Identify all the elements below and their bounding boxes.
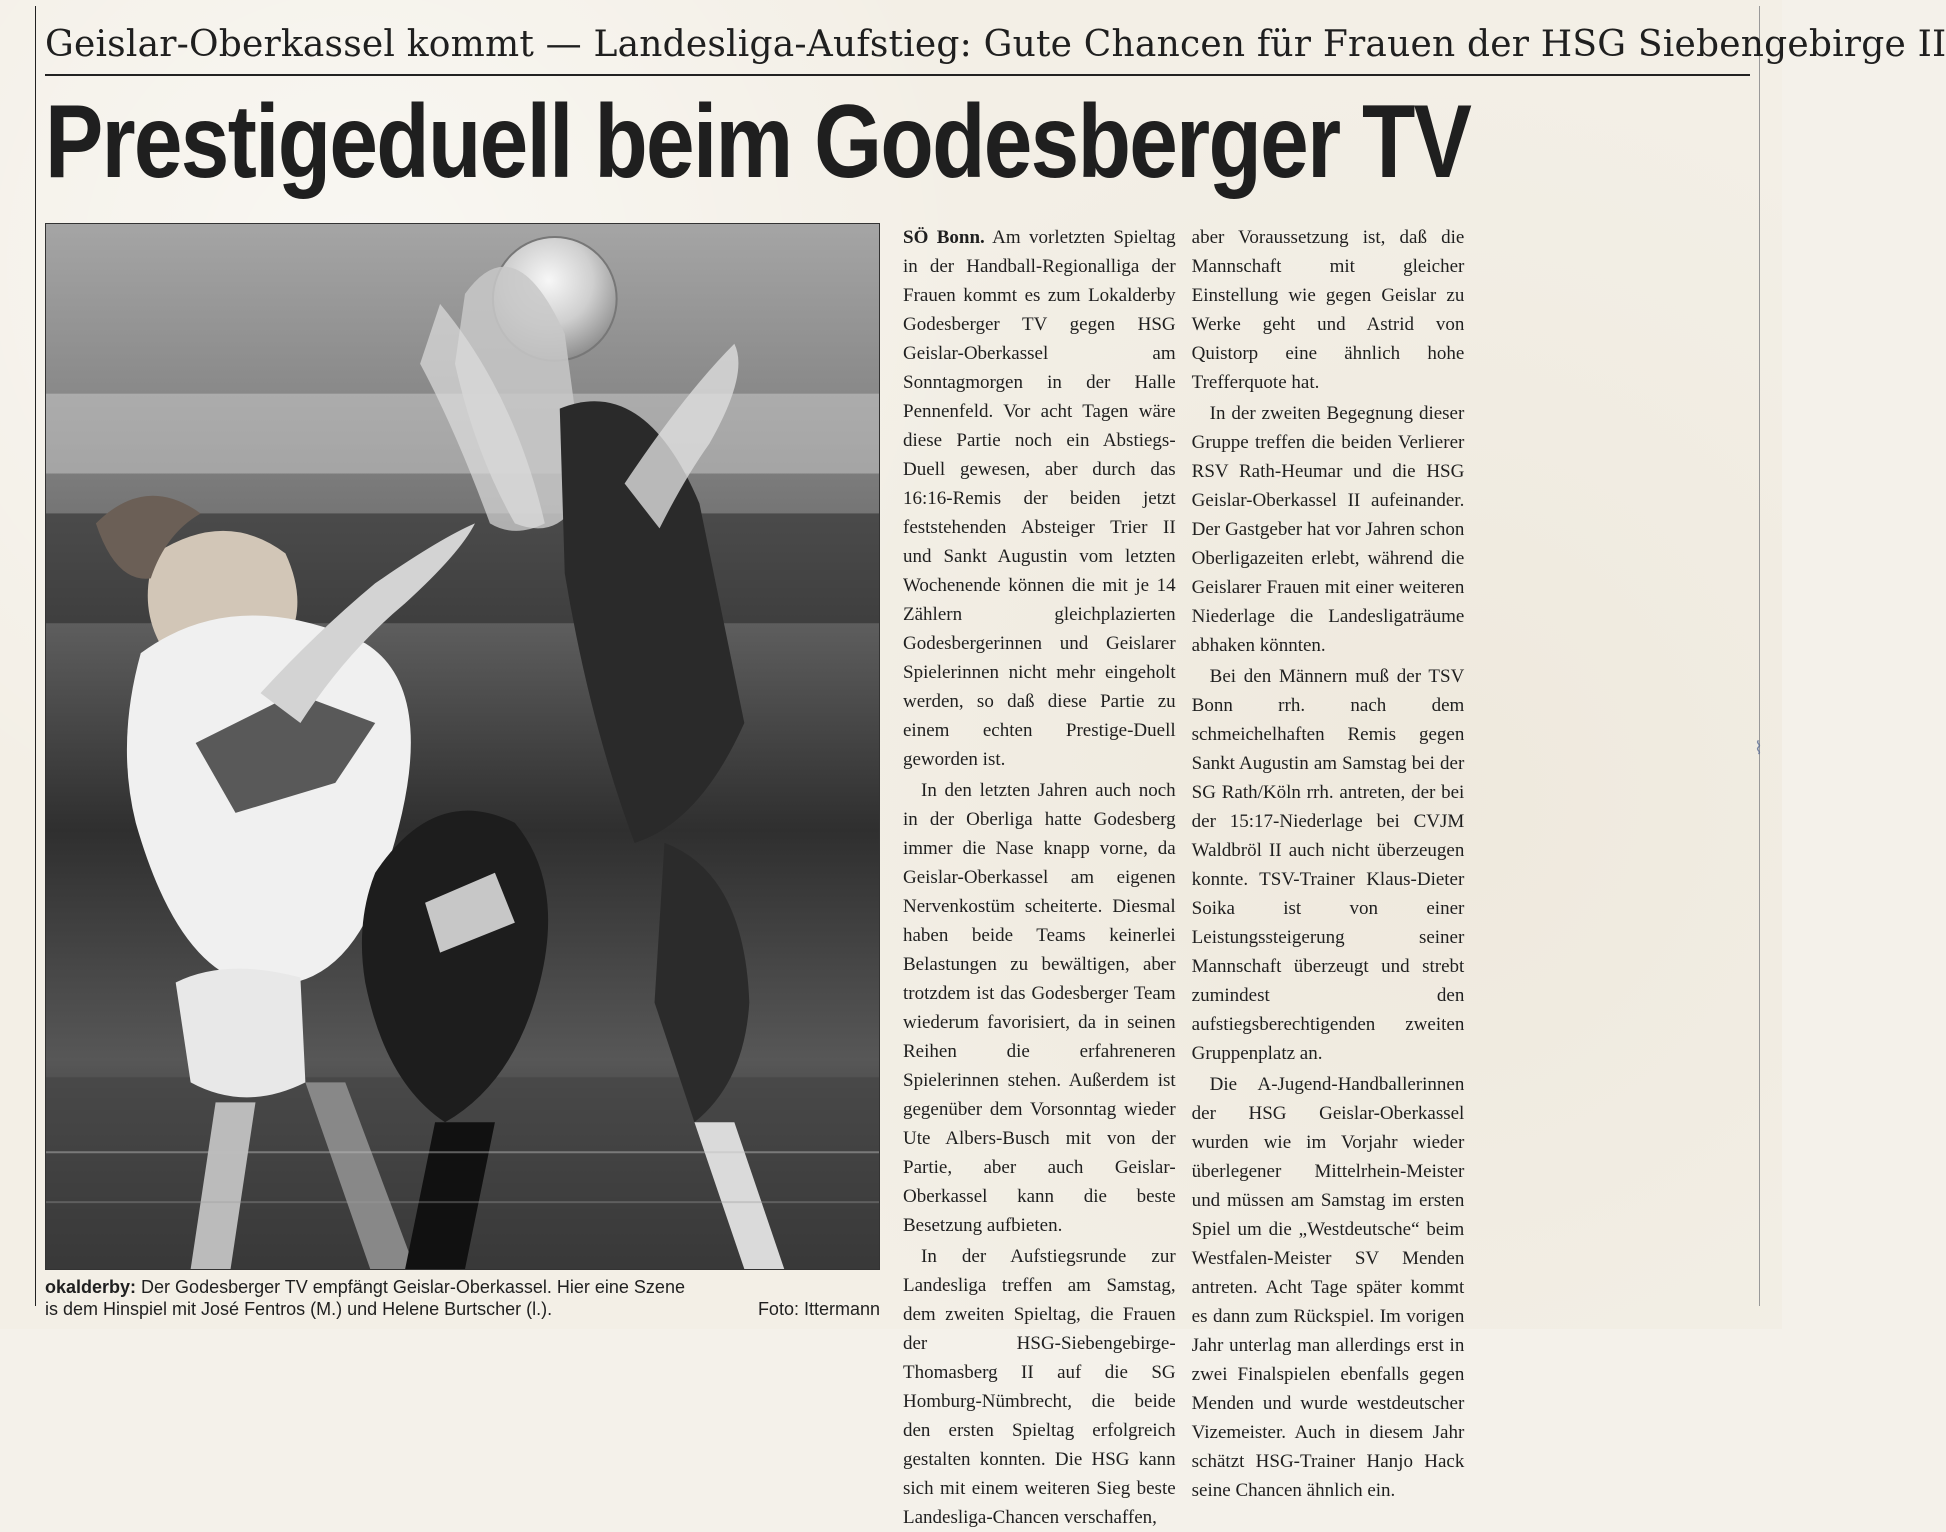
paragraph-7: Die A-Jugend-Handballerinnen der HSG Geislar-Oberkassel wurden wie im Vorjahr wieder überlegener Mittelrhein-Meister und müssen am Samstag im ersten Spiel um die „Westdeutsche“ beim Westfalen-Meister SV Menden antreten. Acht Tage später kommt es dann zum Rückspiel. Im vorigen Jahr unterlag man allerdings erst in zwei Finalspielen ebenfalls gegen Menden und wurde westdeutscher Vizemeister. Auch in diesem Jahr schätzt HSG-Trainer Hanjo Hack seine Chancen ähnlich ein.	[1191, 1074, 1465, 1501]
photo-credit: Foto: Ittermann	[757, 1299, 880, 1319]
caption-line-2	[45, 1298, 880, 1320]
caption-text-2: is dem Hinspiel mit José Fentros (M.) und Helene Burtscher (l.).	[45, 1299, 553, 1319]
margin-pencil-mark: ⌇	[1754, 738, 1763, 759]
paragraph-6: Bei den Männern muß der TSV Bonn rrh. nach dem schmeichelhaften Remis gegen Sankt Augustin am Samstag bei der SG Rath/Köln rrh. antreten, der bei der 15:17-Niederlage bei CVJM Waldbröl II auch nicht überzeugen konnte. TSV-Trainer Klaus-Dieter Soika ist von einer Leistungssteigerung seiner Mannschaft überzeugt und strebt zumindest den aufstiegsberechtigenden zweiten Gruppenplatz an.	[1191, 666, 1465, 1064]
paragraph-1-text: Am vorletzten Spieltag in der Handball-Regionalliga der Frauen kommt es zum Lokalderby Godesberger TV gegen HSG Geislar-Oberkassel am Sonntagmorgen in der Halle Pennenfeld. Vor acht Tagen wäre diese Partie noch ein Abstiegs-Duell gewesen, aber durch das 16:16-Remis der beiden jetzt feststehenden Absteiger Trier II und Sankt Augustin vom letzten Wochenende können die mit je 14 Zählern gleichplazierten Godesbergerinnen und Geislarer Spielerinnen nicht mehr eingeholt werden, so daß diese Partie zu einem echten Prestige-Duell geworden ist.	[903, 227, 1176, 770]
article-column-3-spacer	[1480, 223, 1753, 1532]
article-photo	[45, 223, 880, 1270]
paragraph-2: In den letzten Jahren auch noch in der Oberliga hatte Godesberg immer die Nase knapp vorne, da Geislar-Oberkassel am eigenen Nervenkostüm scheiterte. Diesmal haben beide Teams keinerlei Belastungen zu bewältigen, aber trotzdem ist das Godesberger Team wiederum favorisiert, da in seinen Reihen die erfahreneren Spielerinnen stehen. Außerdem ist gegenüber dem Vorsonntag wieder Ute Albers-Busch mit von der Partie, aber auch Geislar-Oberkassel kann die beste Besetzung aufbieten.	[903, 780, 1176, 1236]
article-headline: Prestigeduell beim Godesberger TV	[45, 84, 1471, 200]
paragraph-3: In der Aufstiegsrunde zur Landesliga treffen am Samstag, dem zweiten Spieltag, die Frauen der HSG-Siebengebirge-Thomasberg II auf die SG Homburg-Nümbrecht, die beide den ersten Spieltag erfolgreich gestalten konnten. Die HSG kann sich mit einem weiteren Sieg beste Landesliga-Chancen verschaffen,	[903, 1246, 1176, 1528]
caption-line-1	[45, 1276, 880, 1298]
paragraph-4: aber Voraussetzung ist, daß die Mannschaft mit gleicher Einstellung wie gegen Geislar zu Werke geht und Astrid von Quistorp eine ähnlich hohe Trefferquote hat.	[1191, 227, 1465, 393]
caption-text-1: Der Godesberger TV empfängt Geislar-Oberkassel. Hier eine Szene	[141, 1277, 685, 1297]
article-columns	[903, 223, 1753, 1528]
article-column-2	[1192, 223, 1465, 1532]
paragraph-5: In der zweiten Begegnung dieser Gruppe treffen die beiden Verlierer RSV Rath-Heumar und die HSG Geislar-Oberkassel II aufeinander. Der Gastgeber hat vor Jahren schon Oberligazeiten erlebt, während die Geislarer Frauen mit einer weiteren Niederlage die Landesligaträume abhaken könnten.	[1191, 403, 1465, 656]
handball-photo-illustration	[46, 224, 879, 1269]
article-column-1	[903, 223, 1176, 1532]
photo-caption	[45, 1276, 880, 1320]
paragraph-1	[903, 223, 1176, 774]
article-kicker: Geislar-Oberkassel kommt — Landesliga-Aufstieg: Gute Chancen für Frauen der HSG Siebengebirge II	[45, 16, 1750, 76]
dateline: SÖ Bonn.	[903, 227, 985, 248]
caption-lead: okalderby:	[45, 1277, 137, 1297]
